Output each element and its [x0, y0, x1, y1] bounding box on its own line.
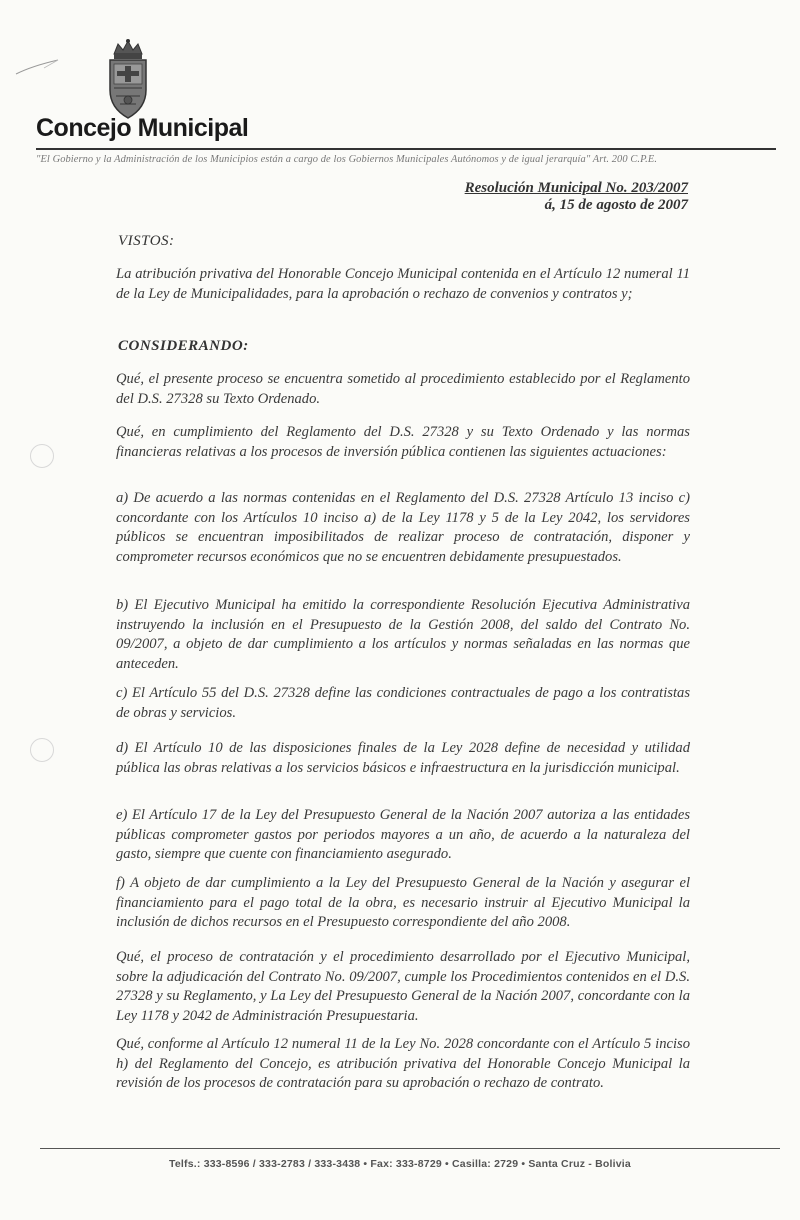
paragraph-item-f: f) A objeto de dar cumplimiento a la Ley del Presupuesto General de la Nación y asegurar el financiamiento para el pago total de la obra, es necesario instruir al Ejecutivo Municipal la inclusión de dichos recursos en el Presupuesto correspondiente del año 2008. [116, 875, 690, 930]
header-divider [36, 148, 776, 150]
paragraph-item-c: c) El Artículo 55 del D.S. 27328 define las condiciones contractuales de pago a los contratistas de obras y servicios. [116, 685, 690, 721]
footer-contact: Telfs.: 333-8596 / 333-2783 / 333-3438 • Fax: 333-8729 • Casilla: 2729 • Santa Cruz - Bolivia [169, 1158, 631, 1170]
organization-name: Concejo Municipal [36, 114, 249, 142]
paragraph-item-b: b) El Ejecutivo Municipal ha emitido la correspondiente Resolución Ejecutiva Administrativa instruyendo la inclusión en el Presupuesto de la Gestión 2008, del saldo del Contrato No. 09/2007, a objeto de dar cumplimiento a los artículos y normas señaladas en las normas que anteceden. [116, 597, 690, 672]
footer-divider [40, 1148, 780, 1149]
constitutional-motto: "El Gobierno y la Administración de los Municipios están a cargo de los Gobiernos Municipales Autónomos y de igual jerarquía" Art. 200 C.P.E. [36, 154, 658, 165]
vistos-heading: VISTOS: [118, 233, 175, 249]
paragraph-procedure: Qué, el presente proceso se encuentra sometido al procedimiento establecido por el Reglamento del D.S. 27328 su Texto Ordenado. [116, 371, 690, 407]
paragraph-contract-process: Qué, el proceso de contratación y el procedimiento desarrollado por el Ejecutivo Municipal, sobre la adjudicación del Contrato No. 09/2007, cumple los Procedimientos contenidos en el D.S. 27328 y su Reglamento, y La Ley del Presupuesto General de la Nación 2007, concordante con la Ley 1178 y 2042 de Administración Presupuestaria. [116, 949, 690, 1024]
paragraph-item-e: e) El Artículo 17 de la Ley del Presupuesto General de la Nación 2007 autoriza a las entidades públicas comprometer gastos por periodos mayores a un año, de acuerdo a la naturaleza del gasto, siempre que cuente con financiamiento asegurado. [116, 807, 690, 862]
vistos-paragraph: La atribución privativa del Honorable Concejo Municipal contenida en el Artículo 12 numeral 11 de la Ley de Municipalidades, para la aprobación o rechazo de convenios y contratos y; [116, 266, 690, 302]
paragraph-item-a: a) De acuerdo a las normas contenidas en el Reglamento del D.S. 27328 Artículo 13 inciso c) concordante con los Artículos 10 inciso a) de la Ley 1178 y 5 de la Ley 2042, los servidores públicos se encuentran imposibilitados de realizar proceso de contratación, disponer y comprometer recursos económicos que no se encuentren debidamente presupuestados. [116, 490, 690, 565]
punch-hole-icon [30, 738, 54, 762]
considerando-heading: CONSIDERANDO: [118, 338, 249, 354]
paragraph-attribution: Qué, conforme al Artículo 12 numeral 11 de la Ley No. 2028 concordante con el Artículo 5 inciso h) del Reglamento del Concejo, es atribución privativa del Honorable Concejo Municipal la revisión de los procesos de contratación para su aprobación o rechazo de contrato. [116, 1036, 690, 1091]
paragraph-compliance: Qué, en cumplimiento del Reglamento del D.S. 27328 y su Texto Ordenado y las normas financieras relativas a los procesos de inversión pública contienen las siguientes actuaciones: [116, 424, 690, 460]
paragraph-item-d: d) El Artículo 10 de las disposiciones finales de la Ley 2028 define de necesidad y utilidad pública las obras relativas a los servicios básicos e infraestructura en la jurisdicción municipal. [116, 740, 690, 776]
punch-hole-icon [30, 444, 54, 468]
coat-of-arms-icon [104, 38, 152, 122]
scan-mark-icon [14, 56, 62, 80]
resolution-date: á, 15 de agosto de 2007 [544, 197, 688, 213]
resolution-number: Resolución Municipal No. 203/2007 [464, 180, 688, 196]
